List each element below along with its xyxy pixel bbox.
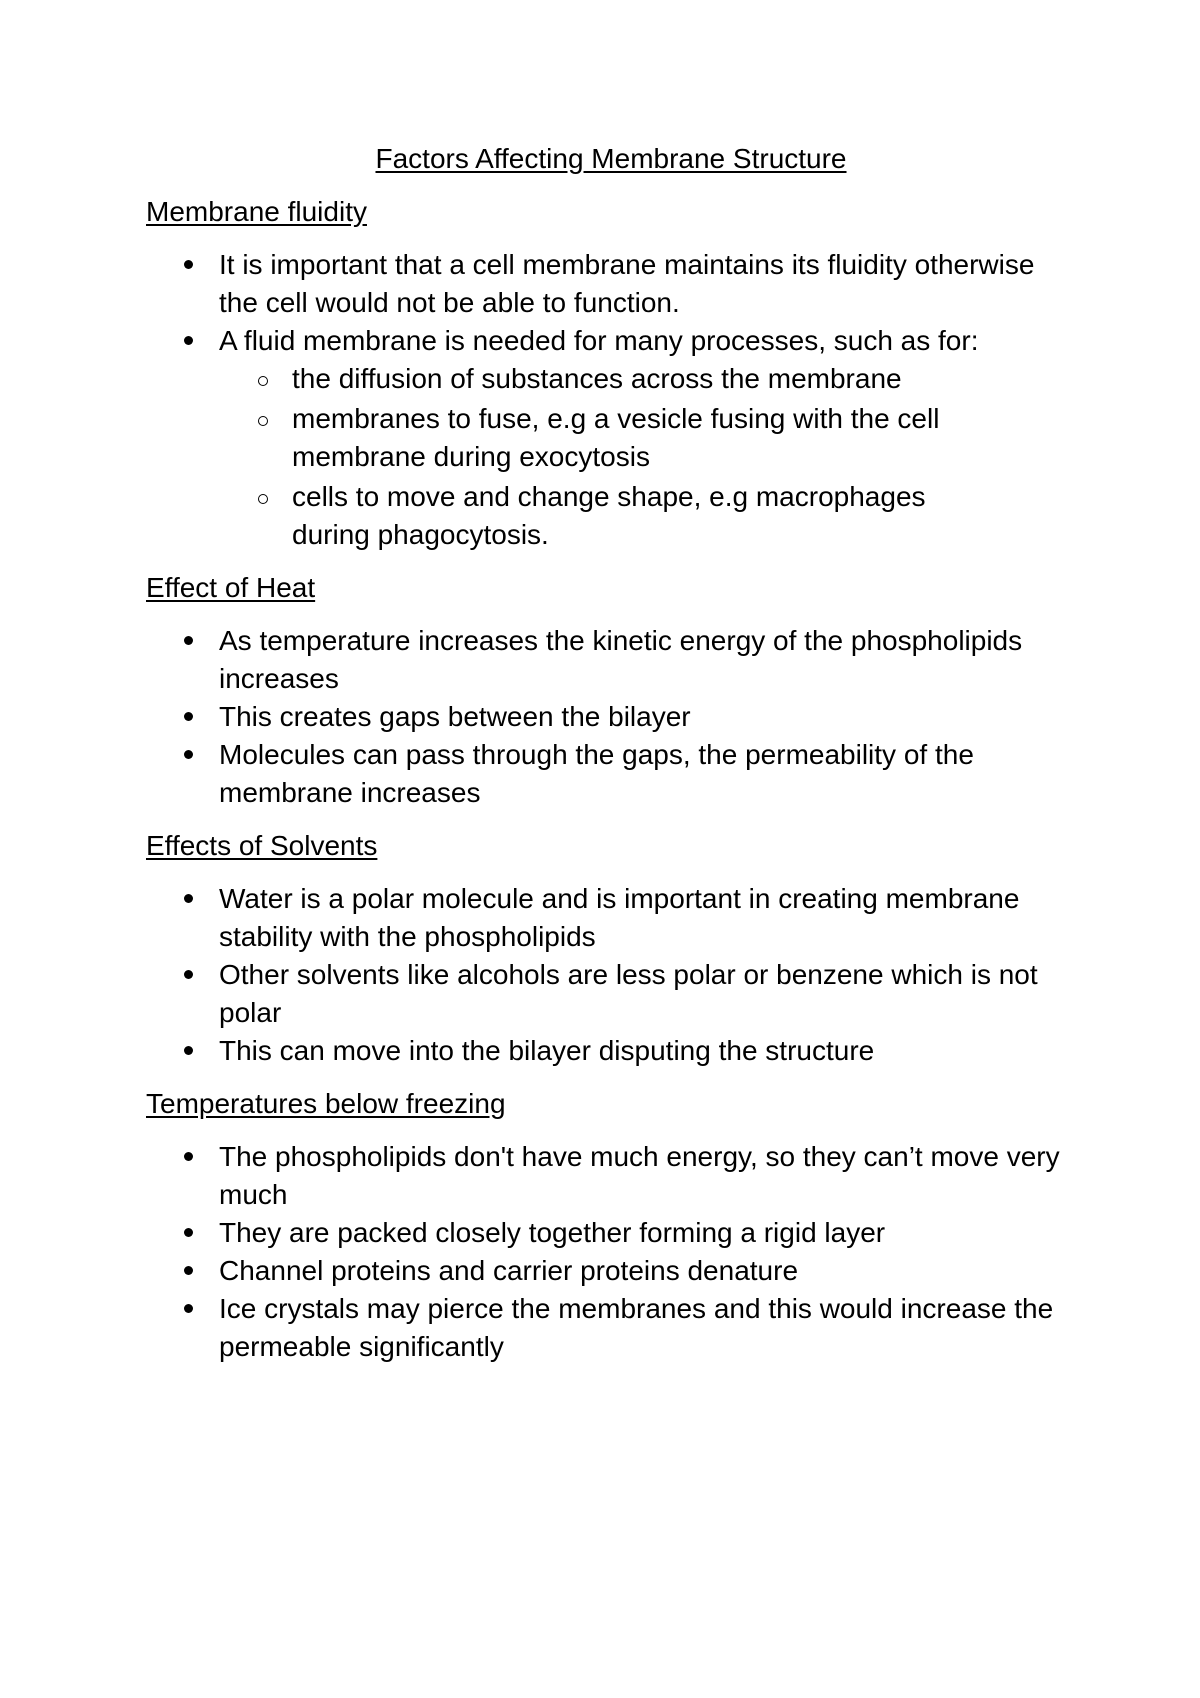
section-heading-effect-of-heat: Effect of Heat (146, 572, 316, 603)
bullet-text: Water is a polar molecule and is important in creating membrane stability with the phospholipids (219, 883, 1020, 952)
sub-list-item (146, 478, 1003, 554)
list-item (146, 956, 1076, 1032)
bullet-icon (184, 894, 193, 903)
bullet-text: This creates gaps between the bilayer (219, 701, 691, 732)
bullet-icon (184, 970, 193, 979)
sub-bullet-list (219, 360, 1076, 554)
bullet-icon (184, 1266, 193, 1275)
circle-bullet-icon (258, 494, 268, 504)
bullet-text: A fluid membrane is needed for many processes, such as for: (219, 325, 979, 356)
list-item (146, 246, 1076, 322)
sub-bullet-text: the diffusion of substances across the membrane (292, 363, 902, 394)
sub-list-item (146, 400, 1003, 476)
bullet-text: Channel proteins and carrier proteins denature (219, 1255, 799, 1286)
list-item (146, 1032, 1076, 1070)
document-title: Factors Affecting Membrane Structure (375, 143, 847, 174)
bullet-text: They are packed closely together forming a rigid layer (219, 1217, 886, 1248)
bullet-icon (184, 1152, 193, 1161)
list-item (146, 698, 1076, 736)
document-content (146, 140, 1076, 1381)
circle-bullet-icon (258, 416, 268, 426)
list-item (146, 322, 1076, 554)
bullet-icon (184, 750, 193, 759)
bullet-list-membrane-fluidity (146, 246, 1076, 554)
bullet-icon (184, 636, 193, 645)
bullet-icon (184, 712, 193, 721)
bullet-list-temperatures-below-freezing (146, 1138, 1076, 1366)
sub-list-item (146, 360, 1003, 398)
circle-bullet-icon (258, 376, 268, 386)
bullet-text: As temperature increases the kinetic energy of the phospholipids increases (219, 625, 1023, 694)
list-item (146, 1214, 1076, 1252)
section-heading-effects-of-solvents: Effects of Solvents (146, 830, 378, 861)
list-item (146, 880, 1076, 956)
bullet-text: The phospholipids don't have much energy, so they can’t move very much (219, 1141, 1060, 1210)
section-heading-temperatures-below-freezing: Temperatures below freezing (146, 1088, 506, 1119)
bullet-text: Ice crystals may pierce the membranes and this would increase the permeable significantly (219, 1293, 1054, 1362)
list-item (146, 622, 1076, 698)
list-item (146, 1252, 1076, 1290)
bullet-icon (184, 1304, 193, 1313)
list-item (146, 1138, 1076, 1214)
bullet-text: This can move into the bilayer disputing the structure (219, 1035, 875, 1066)
bullet-icon (184, 1228, 193, 1237)
bullet-list-effects-of-solvents (146, 880, 1076, 1070)
sub-bullet-text: membranes to fuse, e.g a vesicle fusing with the cell membrane during exocytosis (292, 403, 940, 472)
bullet-list-effect-of-heat (146, 622, 1076, 812)
section-heading-membrane-fluidity: Membrane fluidity (146, 196, 367, 227)
bullet-text: Other solvents like alcohols are less polar or benzene which is not polar (219, 959, 1038, 1028)
bullet-text: It is important that a cell membrane maintains its fluidity otherwise the cell would not be able to function. (219, 249, 1035, 318)
bullet-text: Molecules can pass through the gaps, the permeability of the membrane increases (219, 739, 974, 808)
sub-bullet-text: cells to move and change shape, e.g macrophages during phagocytosis. (292, 481, 926, 550)
list-item (146, 736, 1076, 812)
bullet-icon (184, 336, 193, 345)
bullet-icon (184, 260, 193, 269)
list-item (146, 1290, 1076, 1366)
bullet-icon (184, 1046, 193, 1055)
